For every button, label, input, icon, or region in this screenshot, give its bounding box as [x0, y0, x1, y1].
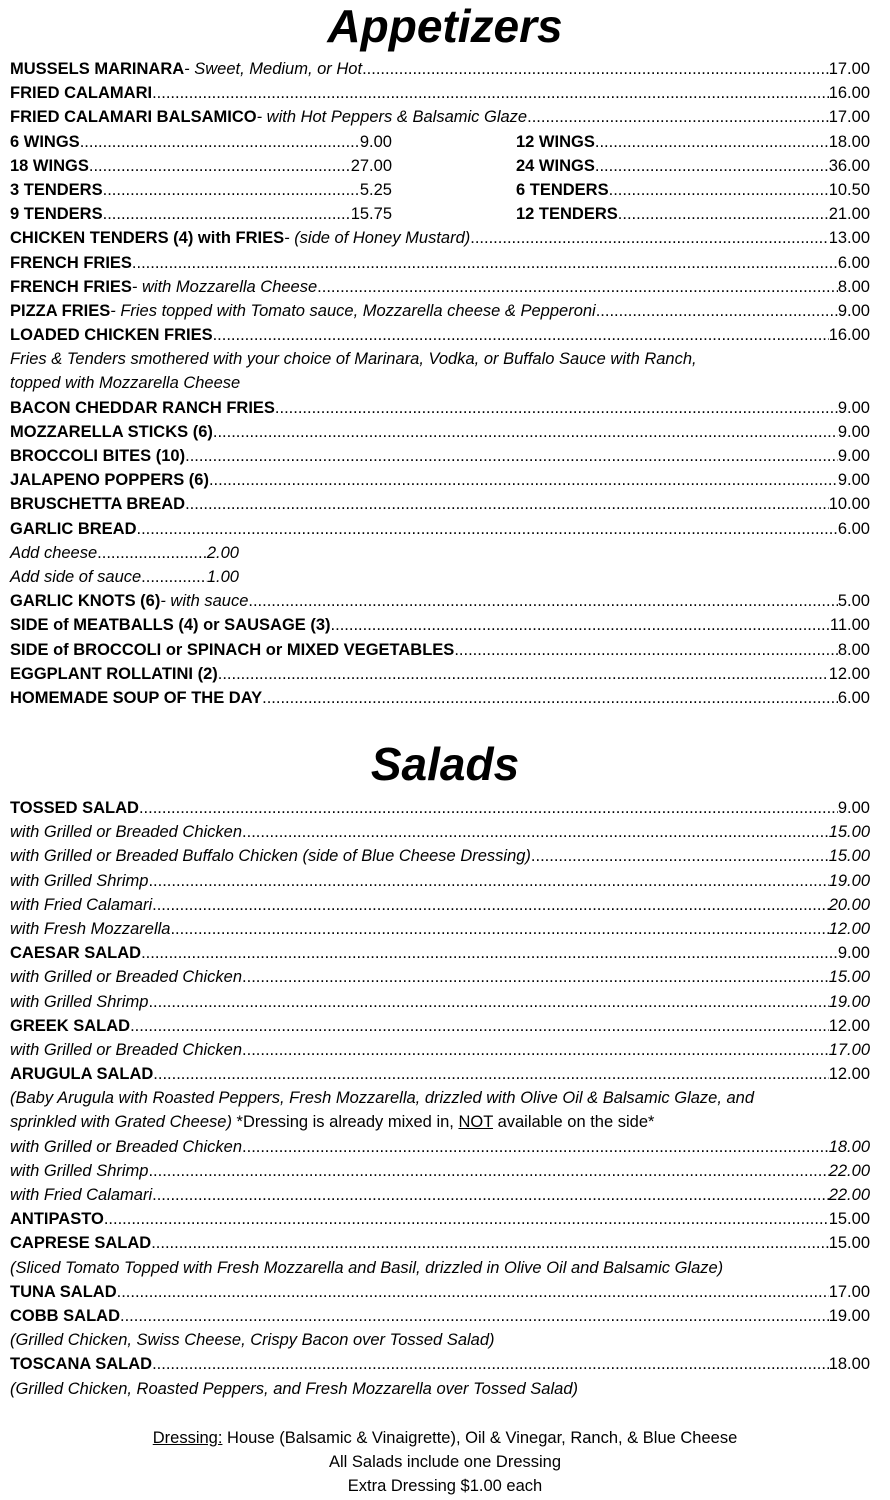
dot-leader — [185, 492, 829, 516]
menu-item — [10, 1352, 870, 1376]
menu-item — [10, 299, 870, 323]
item-name: FRENCH FRIES — [10, 253, 132, 272]
menu-option — [10, 1183, 870, 1207]
menu-item — [10, 226, 870, 250]
option-price: 1.00 — [206, 567, 239, 586]
dot-leader — [153, 1062, 828, 1086]
item-name: CHICKEN TENDERS (4) with FRIES — [10, 229, 285, 248]
menu-item — [10, 1231, 870, 1255]
item-name: FRENCH FRIES — [10, 277, 132, 296]
item-name: FRIED CALAMARI BALSAMICO — [10, 108, 257, 127]
dot-leader — [130, 1014, 829, 1038]
option-price: 2.00 — [206, 543, 239, 562]
menu-option — [10, 1159, 870, 1183]
menu-item — [10, 81, 870, 105]
appetizers-heading: Appetizers — [327, 0, 563, 52]
option-price: 15.00 — [828, 847, 870, 866]
item-price: 9.00 — [837, 301, 870, 320]
dot-leader — [151, 1231, 829, 1255]
menu-item — [10, 796, 870, 820]
dot-leader — [242, 1135, 829, 1159]
item-description: - with Hot Peppers & Balsamic Glaze — [256, 108, 528, 127]
item-price: 13.00 — [828, 229, 870, 248]
menu-option — [10, 1038, 870, 1062]
menu-item — [10, 468, 870, 492]
note-italic: sprinkled with Grated Cheese) — [10, 1113, 237, 1132]
menu-item — [10, 686, 870, 710]
dot-leader — [595, 130, 829, 154]
item-name: SIDE of MEATBALLS (4) or SAUSAGE (3) — [10, 616, 331, 635]
dot-leader — [595, 154, 829, 178]
item-price: 27.00 — [350, 156, 392, 175]
menu-item — [10, 105, 870, 129]
dot-leader — [152, 893, 829, 917]
menu-option — [10, 844, 870, 868]
menu-item — [10, 941, 870, 965]
item-name: HOMEMADE SOUP OF THE DAY — [10, 688, 263, 707]
item-description: - (side of Honey Mustard) — [284, 229, 471, 248]
option-name: Add side of sauce — [10, 567, 142, 586]
item-price: 17.00 — [828, 1282, 870, 1301]
menu-item — [10, 1014, 870, 1038]
item-price: 11.00 — [829, 616, 870, 635]
item-name: EGGPLANT ROLLATINI (2) — [10, 664, 218, 683]
option-name: with Fried Calamari — [10, 895, 153, 914]
dot-leader — [89, 154, 351, 178]
item-price: 16.00 — [828, 326, 870, 345]
dot-leader — [242, 965, 829, 989]
option-price: 19.00 — [828, 871, 870, 890]
option-name: with Grilled or Breaded Chicken — [10, 1137, 243, 1156]
dot-leader — [596, 299, 838, 323]
item-note: topped with Mozzarella Cheese — [10, 374, 241, 393]
dot-leader — [152, 81, 829, 105]
dot-leader — [527, 105, 829, 129]
dressing-label: Dressing: — [152, 1429, 223, 1447]
item-name: ARUGULA SALAD — [10, 1065, 154, 1084]
menu-addon — [10, 541, 239, 565]
item-name: BROCCOLI BITES (10) — [10, 447, 186, 465]
option-name: with Grilled Shrimp — [10, 992, 149, 1011]
item-price: 12.00 — [828, 1016, 870, 1035]
option-name: with Fried Calamari — [10, 1186, 153, 1204]
dot-leader — [103, 178, 360, 202]
item-name: 6 WINGS — [10, 132, 80, 151]
option-price: 15.00 — [828, 823, 870, 842]
menu-item — [10, 517, 870, 541]
menu-item — [10, 1304, 870, 1328]
dot-leader — [275, 396, 838, 420]
item-price: 10.00 — [828, 495, 870, 514]
menu-item — [516, 178, 870, 202]
item-note: (Sliced Tomato Topped with Fresh Mozzarella and Basil, drizzled in Olive Oil and Balsamic Glaze) — [10, 1258, 724, 1277]
menu-option — [10, 1135, 870, 1159]
item-price: 8.00 — [837, 640, 870, 659]
dot-leader — [218, 662, 829, 686]
menu-addon — [10, 565, 239, 589]
option-name: with Grilled or Breaded Chicken — [10, 823, 243, 842]
dot-leader — [148, 990, 828, 1014]
menu-item — [516, 130, 870, 154]
item-name: GARLIC KNOTS (6) — [10, 592, 161, 611]
dot-leader — [137, 517, 838, 541]
item-price: 18.00 — [828, 1355, 870, 1374]
salad-list — [10, 796, 870, 1401]
menu-option — [10, 869, 870, 893]
item-name: 12 TENDERS — [516, 205, 618, 224]
menu-option — [10, 990, 870, 1014]
item-price: 5.25 — [359, 180, 392, 199]
dot-leader — [317, 275, 838, 299]
option-name: with Grilled or Breaded Chicken — [10, 1040, 243, 1059]
dot-leader — [213, 323, 829, 347]
item-name: 6 TENDERS — [516, 180, 609, 199]
item-name: 24 WINGS — [516, 156, 595, 175]
salads-heading: Salads — [370, 738, 520, 790]
item-name: 9 TENDERS — [10, 205, 103, 224]
dot-leader — [209, 468, 838, 492]
menu-item — [10, 251, 870, 275]
option-name: with Grilled or Breaded Buffalo Chicken (side of Blue Cheese Dressing) — [10, 847, 531, 866]
item-price: 8.00 — [837, 277, 870, 296]
menu-item — [516, 202, 870, 226]
extra-dressing-note: Extra Dressing $1.00 each — [347, 1477, 543, 1495]
item-name: MOZZARELLA STICKS (6) — [10, 422, 213, 441]
menu-item — [10, 662, 870, 686]
item-name: LOADED CHICKEN FRIES — [10, 326, 213, 345]
item-price: 17.00 — [828, 108, 870, 127]
option-price: 12.00 — [828, 919, 870, 938]
item-description: - with sauce — [160, 592, 249, 611]
item-price: 17.00 — [828, 60, 870, 78]
item-note: (Baby Arugula with Roasted Peppers, Fresh Mozzarella, drizzled with Olive Oil & Balsamic Glaze, and — [10, 1089, 755, 1108]
item-price: 19.00 — [828, 1306, 870, 1325]
item-name: GARLIC BREAD — [10, 519, 137, 538]
item-name: MUSSELS MARINARA — [10, 60, 185, 78]
dot-leader — [104, 1207, 829, 1231]
item-name: BRUSCHETTA BREAD — [10, 495, 186, 514]
item-price: 15.00 — [828, 1210, 870, 1229]
item-note: (Grilled Chicken, Roasted Peppers, and Fresh Mozzarella over Tossed Salad) — [10, 1379, 578, 1398]
menu-item — [10, 613, 870, 637]
item-price: 12.00 — [828, 664, 870, 683]
option-name: with Fresh Mozzarella — [10, 919, 171, 938]
dot-leader — [103, 202, 351, 226]
menu-option — [10, 965, 870, 989]
option-name: with Grilled or Breaded Chicken — [10, 968, 243, 987]
item-name: TUNA SALAD — [10, 1282, 117, 1301]
menu-item — [10, 638, 870, 662]
item-note — [10, 1110, 870, 1134]
item-price: 36.00 — [828, 156, 870, 175]
option-price: 20.00 — [828, 895, 870, 914]
dot-leader — [80, 130, 360, 154]
note-emphasis: NOT — [458, 1113, 493, 1132]
menu-pair-row — [10, 202, 870, 226]
option-name: with Grilled Shrimp — [10, 871, 149, 890]
dressing-included-note: All Salads include one Dressing — [328, 1453, 562, 1471]
item-note: Fries & Tenders smothered with your choice of Marinara, Vodka, or Buffalo Sauce with Ranch, — [10, 350, 697, 369]
dot-leader — [141, 941, 838, 965]
item-name: CAESAR SALAD — [10, 944, 142, 963]
dot-leader — [185, 444, 838, 468]
option-name: Add cheese — [10, 543, 98, 562]
dot-leader — [120, 1304, 829, 1328]
dot-leader — [242, 820, 829, 844]
dot-leader — [362, 57, 829, 81]
menu-item — [10, 154, 392, 178]
item-name: TOSCANA SALAD — [10, 1355, 153, 1374]
item-name: FRIED CALAMARI — [10, 84, 153, 103]
item-price: 9.00 — [837, 447, 870, 465]
dot-leader — [531, 844, 829, 868]
menu-item — [516, 154, 870, 178]
dot-leader — [97, 541, 207, 565]
menu-item — [10, 178, 392, 202]
menu-item — [10, 275, 870, 299]
menu-option — [10, 917, 870, 941]
item-price: 9.00 — [837, 471, 870, 490]
dot-leader — [248, 589, 837, 613]
dressing-options: House (Balsamic & Vinaigrette), Oil & Vinegar, Ranch, & Blue Cheese — [222, 1429, 738, 1447]
note-text: *Dressing is already mixed in, — [236, 1113, 459, 1132]
dot-leader — [262, 686, 838, 710]
item-price: 9.00 — [359, 132, 392, 151]
option-price: 19.00 — [828, 992, 870, 1011]
item-name: ANTIPASTO — [10, 1210, 104, 1229]
item-description: - Sweet, Medium, or Hot — [184, 60, 363, 78]
item-name: GREEK SALAD — [10, 1016, 131, 1035]
option-price: 17.00 — [828, 1040, 870, 1059]
dot-leader — [470, 226, 828, 250]
option-name: with Grilled Shrimp — [10, 1161, 149, 1180]
menu-option — [10, 820, 870, 844]
dot-leader — [213, 420, 838, 444]
dot-leader — [454, 638, 838, 662]
menu-item — [10, 420, 870, 444]
item-price: 9.00 — [837, 799, 870, 817]
item-price: 16.00 — [828, 84, 870, 103]
item-price: 6.00 — [837, 519, 870, 538]
item-price: 9.00 — [837, 422, 870, 441]
dot-leader — [139, 796, 838, 820]
dot-leader — [141, 565, 207, 589]
option-price: 18.00 — [828, 1137, 870, 1156]
dressing-footer — [0, 1426, 890, 1498]
dot-leader — [152, 1352, 829, 1376]
menu-item — [10, 202, 392, 226]
item-price: 21.00 — [828, 205, 870, 224]
dot-leader — [331, 613, 830, 637]
item-price: 9.00 — [837, 398, 870, 417]
dot-leader — [609, 178, 829, 202]
item-name: 3 TENDERS — [10, 180, 103, 199]
appetizer-list — [10, 57, 870, 710]
option-price: 22.00 — [828, 1161, 870, 1180]
menu-pair-row — [10, 178, 870, 202]
item-name: PIZZA FRIES — [10, 301, 111, 320]
menu-option — [10, 893, 870, 917]
menu-item — [10, 323, 870, 347]
item-price: 5.00 — [837, 592, 870, 611]
menu-item — [10, 1062, 870, 1086]
dot-leader — [152, 1183, 829, 1207]
dot-leader — [117, 1280, 829, 1304]
menu-pair-row — [10, 130, 870, 154]
menu-item — [10, 57, 870, 81]
item-name: 12 WINGS — [516, 132, 595, 151]
item-price: 9.00 — [837, 944, 870, 963]
item-price: 12.00 — [828, 1065, 870, 1084]
menu-item — [10, 589, 870, 613]
option-price: 22.00 — [828, 1186, 870, 1204]
menu-item — [10, 444, 870, 468]
item-price: 18.00 — [828, 132, 870, 151]
item-price: 6.00 — [837, 253, 870, 272]
item-name: COBB SALAD — [10, 1306, 120, 1325]
menu-item — [10, 130, 392, 154]
dot-leader — [170, 917, 828, 941]
item-name: JALAPENO POPPERS (6) — [10, 471, 209, 490]
dot-leader — [148, 869, 828, 893]
menu-item — [10, 492, 870, 516]
dot-leader — [132, 251, 838, 275]
item-name: TOSSED SALAD — [10, 799, 139, 817]
menu-item — [10, 1280, 870, 1304]
menu-item — [10, 396, 870, 420]
dot-leader — [618, 202, 829, 226]
dot-leader — [148, 1159, 828, 1183]
menu-item — [10, 1207, 870, 1231]
item-description: - with Mozzarella Cheese — [131, 277, 318, 296]
item-name: SIDE of BROCCOLI or SPINACH or MIXED VEGETABLES — [10, 640, 455, 659]
menu-pair-row — [10, 154, 870, 178]
dressing-line — [0, 1426, 890, 1450]
item-description: - Fries topped with Tomato sauce, Mozzarella cheese & Pepperoni — [110, 301, 596, 320]
item-name: 18 WINGS — [10, 156, 89, 175]
item-price: 15.75 — [350, 205, 392, 224]
dot-leader — [242, 1038, 829, 1062]
item-price: 15.00 — [828, 1234, 870, 1253]
item-name: CAPRESE SALAD — [10, 1234, 152, 1253]
note-text: available on the side* — [492, 1113, 655, 1132]
item-note: (Grilled Chicken, Swiss Cheese, Crispy Bacon over Tossed Salad) — [10, 1331, 495, 1350]
item-price: 10.50 — [828, 180, 870, 199]
option-price: 15.00 — [828, 968, 870, 987]
item-price: 6.00 — [837, 688, 870, 707]
item-name: BACON CHEDDAR RANCH FRIES — [10, 398, 275, 417]
